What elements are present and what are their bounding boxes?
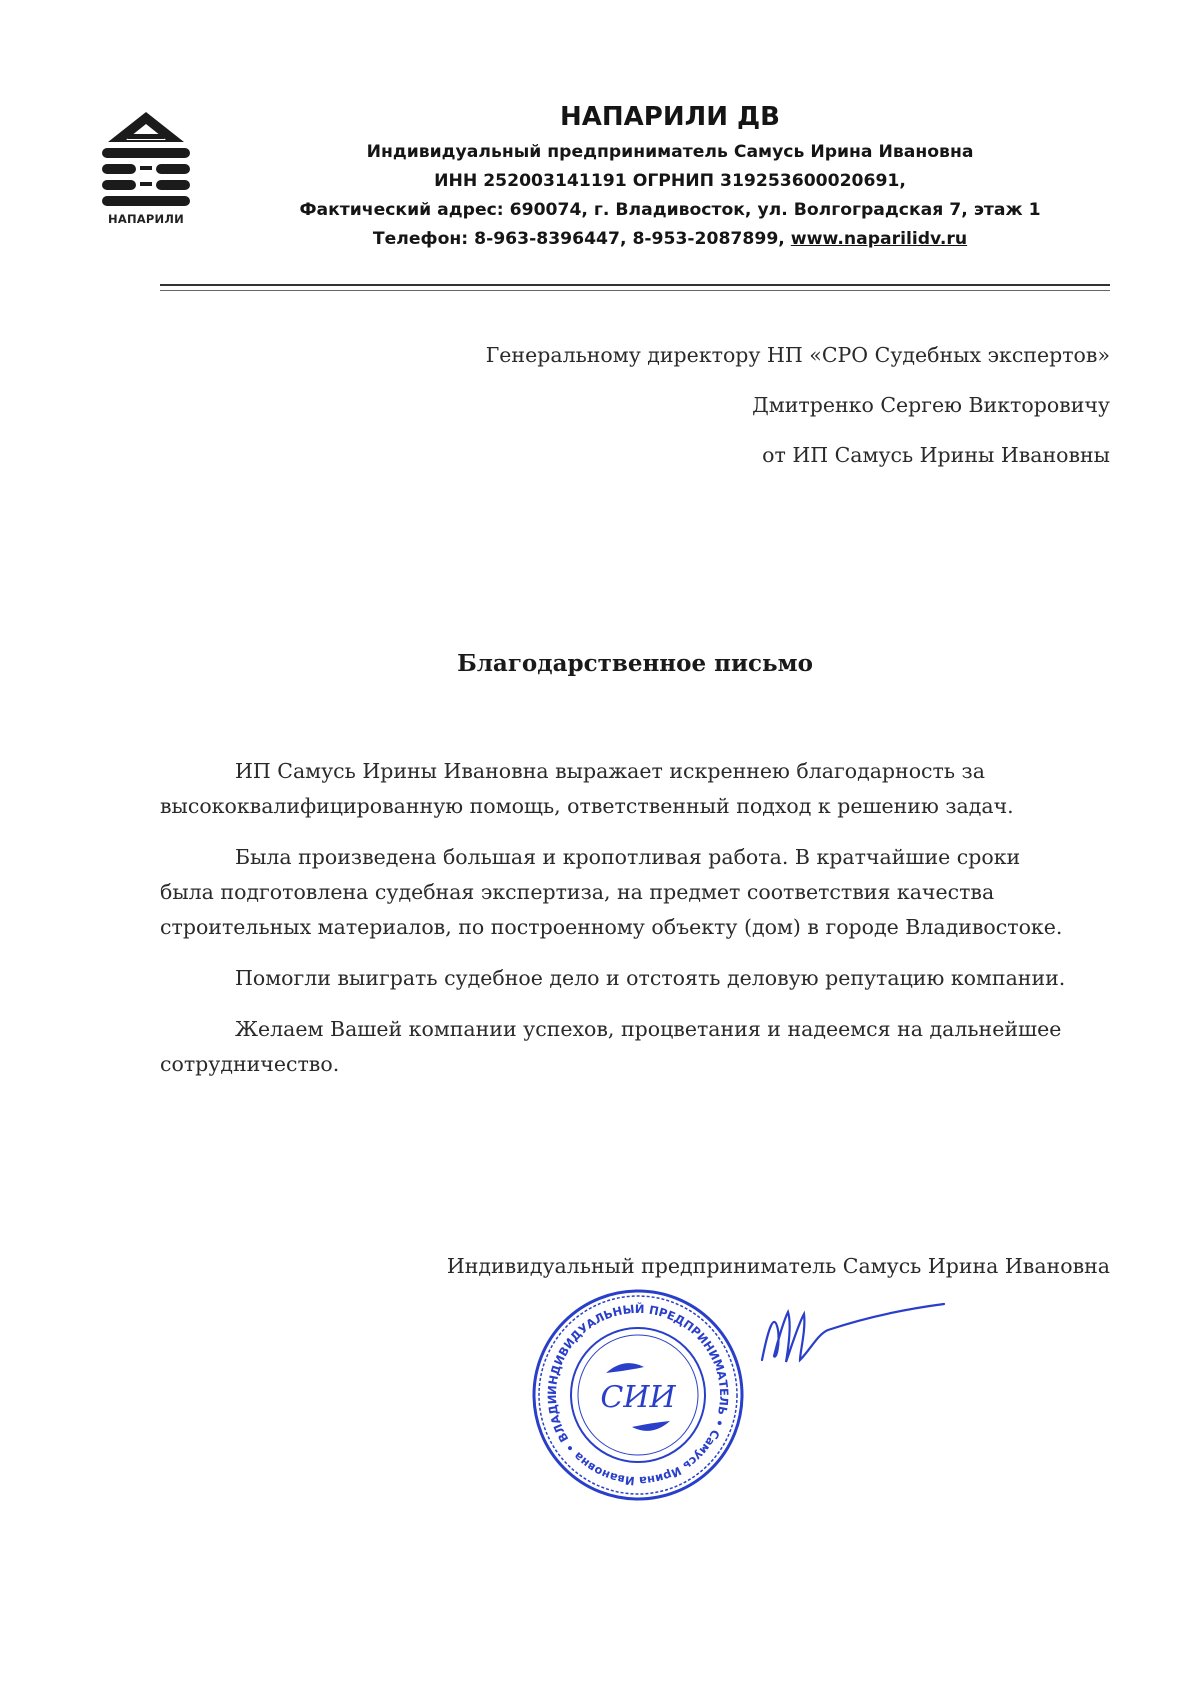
body-paragraph <box>160 754 1105 824</box>
stamp-seal-icon <box>528 1285 748 1505</box>
sender-line: от ИП Самусь Ирины Ивановны <box>762 443 1110 467</box>
phone-text: Телефон: 8-963-8396447, 8-953-2087899, <box>372 229 791 249</box>
registration-line: ИНН 252003141191 ОГРНИП 319253600020691, <box>434 171 906 191</box>
body-line: ИП Самусь Ирины Ивановна выражает искреннею благодарность за <box>235 759 985 783</box>
body-line: сотрудничество. <box>160 1052 340 1076</box>
body-paragraph <box>160 840 1105 945</box>
entrepreneur-line: Индивидуальный предприниматель Самусь Ирина Ивановна <box>366 142 974 162</box>
address-line: Фактический адрес: 690074, г. Владивосток, ул. Волгоградская 7, этаж 1 <box>299 200 1041 220</box>
stamp-ring-text: ИНДИВИДУАЛЬНЫЙ ПРЕДПРИНИМАТЕЛЬ • Самусь Ирина Ивановна • ВЛАДИ <box>544 1301 732 1489</box>
official-stamp <box>528 1285 748 1505</box>
body-line: была подготовлена судебная экспертиза, на предмет соответствия качества <box>160 880 995 904</box>
addressee-line: Дмитренко Сергею Викторовичу <box>752 393 1110 417</box>
body-line: высококвалифицированную помощь, ответственный подход к решению задач. <box>160 794 1014 818</box>
body-paragraph <box>160 1012 1105 1082</box>
company-logo <box>98 112 198 232</box>
logo-caption: НАПАРИЛИ <box>108 212 184 226</box>
letter-body <box>160 754 1105 1098</box>
body-paragraph <box>160 961 1105 996</box>
header-divider-thin <box>160 290 1110 291</box>
handwritten-signature-icon <box>748 1290 948 1400</box>
body-line: Была произведена большая и кропотливая работа. В кратчайшие сроки <box>235 845 1021 869</box>
body-line: строительных материалов, по построенному объекту (дом) в городе Владивостоке. <box>160 915 1063 939</box>
signatory-title: Индивидуальный предприниматель Самусь Ирина Ивановна <box>446 1254 1110 1278</box>
contacts-line <box>230 225 1110 254</box>
company-name: НАПАРИЛИ ДВ <box>560 102 780 132</box>
house-log-icon <box>98 112 194 210</box>
stamp-monogram: СИИ <box>600 1380 676 1415</box>
addressee-line: Генеральному директору НП «СРО Судебных экспертов» <box>485 343 1110 367</box>
header-divider <box>160 284 1110 286</box>
handwritten-signature <box>748 1290 948 1400</box>
letterhead <box>230 100 1110 254</box>
website-link[interactable]: www.naparilidv.ru <box>790 229 968 249</box>
body-line: Помогли выиграть судебное дело и отстоять деловую репутацию компании. <box>235 966 1066 990</box>
document-title: Благодарственное письмо <box>457 650 813 677</box>
body-line: Желаем Вашей компании успехов, процветания и надеемся на дальнейшее <box>235 1017 1062 1041</box>
addressee-block <box>486 342 1110 492</box>
